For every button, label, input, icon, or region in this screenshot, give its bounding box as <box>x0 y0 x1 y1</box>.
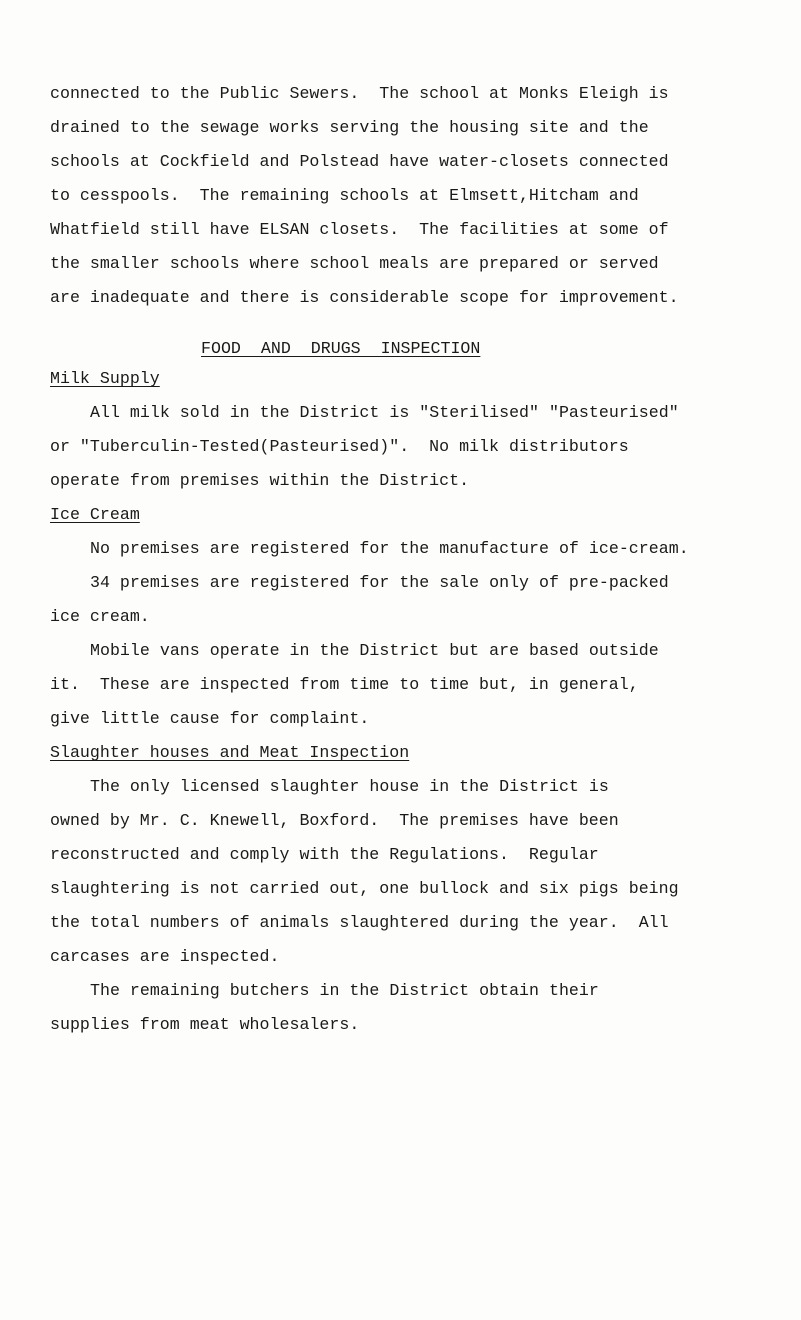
body-text-line: All milk sold in the District is "Sterilised" "Pasteurised" <box>90 403 679 422</box>
body-text-line: 34 premises are registered for the sale only of pre-packed <box>90 573 669 592</box>
body-text-line: The remaining butchers in the District obtain their <box>90 981 599 1000</box>
body-text-line: or "Tuberculin-Tested(Pasteurised)". No milk distributors <box>50 437 629 456</box>
body-text-line: operate from premises within the District. <box>50 471 470 490</box>
body-text-line: carcases are inspected. <box>50 947 280 966</box>
body-text-line: ice cream. <box>50 607 150 626</box>
body-text-line: drained to the sewage works serving the housing site and the <box>50 118 649 137</box>
body-text-line: to cesspools. The remaining schools at Elmsett,Hitcham and <box>50 186 639 205</box>
ice-cream-heading: Ice Cream <box>50 505 140 524</box>
body-text-line: The only licensed slaughter house in the District is <box>90 777 609 796</box>
body-text-line: give little cause for complaint. <box>50 709 370 728</box>
body-text-line: owned by Mr. C. Knewell, Boxford. The premises have been <box>50 811 619 830</box>
body-text-line: connected to the Public Sewers. The school at Monks Eleigh is <box>50 84 669 103</box>
body-text-line: Mobile vans operate in the District but are based outside <box>90 641 659 660</box>
body-text-line: the smaller schools where school meals are prepared or served <box>50 254 659 273</box>
section-heading: FOOD AND DRUGS INSPECTION <box>201 339 481 358</box>
body-text-line: the total numbers of animals slaughtered during the year. All <box>50 913 669 932</box>
body-text-line: are inadequate and there is considerable scope for improvement. <box>50 288 679 307</box>
body-text-line: Whatfield still have ELSAN closets. The facilities at some of <box>50 220 669 239</box>
body-text-line: it. These are inspected from time to time but, in general, <box>50 675 639 694</box>
slaughter-heading: Slaughter houses and Meat Inspection <box>50 743 410 762</box>
body-text-line: reconstructed and comply with the Regulations. Regular <box>50 845 599 864</box>
body-text-line: supplies from meat wholesalers. <box>50 1015 360 1034</box>
body-text-line: schools at Cockfield and Polstead have water-closets connected <box>50 152 669 171</box>
body-text-line: slaughtering is not carried out, one bullock and six pigs being <box>50 879 679 898</box>
body-text-line: No premises are registered for the manufacture of ice-cream. <box>90 539 689 558</box>
milk-supply-heading: Milk Supply <box>50 369 160 388</box>
